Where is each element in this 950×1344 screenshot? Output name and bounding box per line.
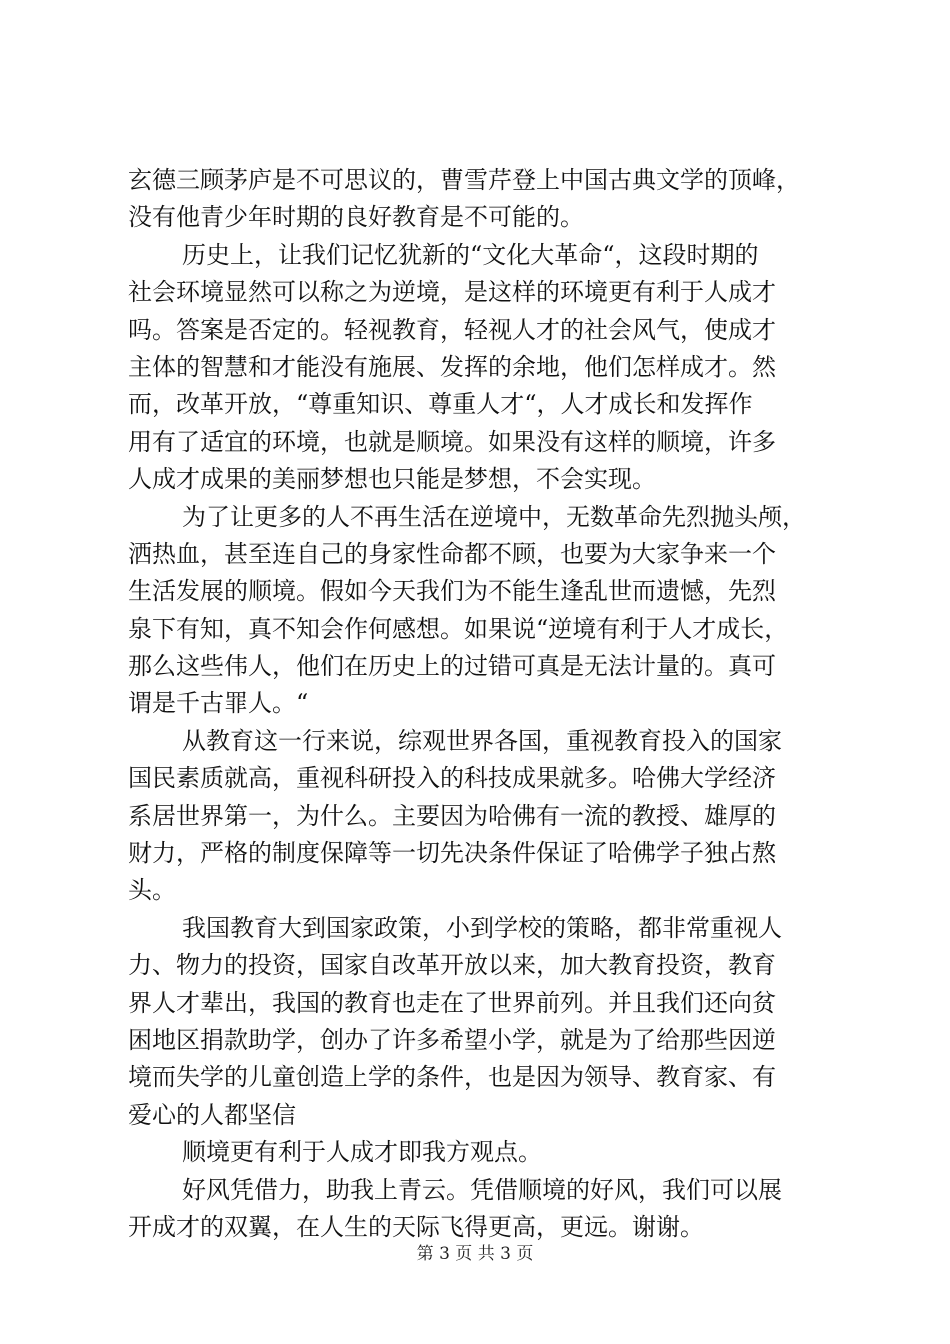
text-line: 没有他青少年时期的良好教育是不可能的。 <box>128 203 584 232</box>
text-line: 头。 <box>128 876 176 905</box>
text-line: 泉下有知，真不知会作何感想。如果说“逆境有利于人才成长， <box>128 614 789 643</box>
text-line: 洒热血，甚至连自己的身家性命都不顾，也要为大家争来一个 <box>128 539 776 568</box>
text-line: 而，改革开放，“尊重知识、尊重人才“，人才成长和发挥作 <box>128 390 753 419</box>
text-line: 生活发展的顺境。假如今天我们为不能生逢乱世而遗憾，先烈 <box>128 577 776 606</box>
text-line: 谓是千古罪人。“ <box>128 689 309 718</box>
text-line: 从教育这一行来说，综观世界各国，重视教育投入的国家 <box>182 726 782 755</box>
text-line: 玄德三顾茅庐是不可思议的，曹雪芹登上中国古典文学的顶峰， <box>128 166 800 194</box>
text-line: 好风凭借力，助我上青云。凭借顺境的好风，我们可以展 <box>182 1175 782 1204</box>
text-line: 开成才的双翼，在人生的天际飞得更高，更远。谢谢。 <box>128 1212 704 1241</box>
text-line: 界人才辈出，我国的教育也走在了世界前列。并且我们还向贫 <box>128 988 776 1017</box>
text-line: 系居世界第一，为什么。主要因为哈佛有一流的教授、雄厚的 <box>128 801 776 830</box>
page-footer: 第 3 页 共 3 页 <box>416 1244 534 1264</box>
text-line: 人成才成果的美丽梦想也只能是梦想，不会实现。 <box>128 465 656 494</box>
text-line: 主体的智慧和才能没有施展、发挥的余地，他们怎样成才。然 <box>128 352 776 381</box>
text-line: 顺境更有利于人成才即我方观点。 <box>182 1138 542 1167</box>
text-line: 那么这些伟人，他们在历史上的过错可真是无法计量的。真可 <box>128 652 776 681</box>
text-line: 用有了适宜的环境，也就是顺境。如果没有这样的顺境，许多 <box>128 427 776 456</box>
text-line: 力、物力的投资，国家自改革开放以来，加大教育投资，教育 <box>128 951 776 980</box>
text-line: 吗。答案是否定的。轻视教育，轻视人才的社会风气，使成才 <box>128 315 776 344</box>
text-line: 我国教育大到国家政策，小到学校的策略，都非常重视人 <box>182 913 782 942</box>
text-line: 为了让更多的人不再生活在逆境中，无数革命先烈抛头颅， <box>182 502 806 531</box>
text-line: 社会环境显然可以称之为逆境，是这样的环境更有利于人成才 <box>128 278 776 307</box>
document-body <box>128 162 834 1246</box>
text-line: 历史上，让我们记忆犹新的“文化大革命“，这段时期的 <box>182 240 759 269</box>
text-line: 爱心的人都坚信 <box>128 1100 296 1129</box>
text-line: 财力，严格的制度保障等一切先决条件保证了哈佛学子独占熬 <box>128 839 776 868</box>
text-line: 国民素质就高，重视科研投入的科技成果就多。哈佛大学经济 <box>128 764 776 793</box>
text-line: 困地区捐款助学，创办了许多希望小学，就是为了给那些因逆 <box>128 1025 776 1054</box>
text-line: 境而失学的儿童创造上学的条件，也是因为领导、教育家、有 <box>128 1063 776 1092</box>
